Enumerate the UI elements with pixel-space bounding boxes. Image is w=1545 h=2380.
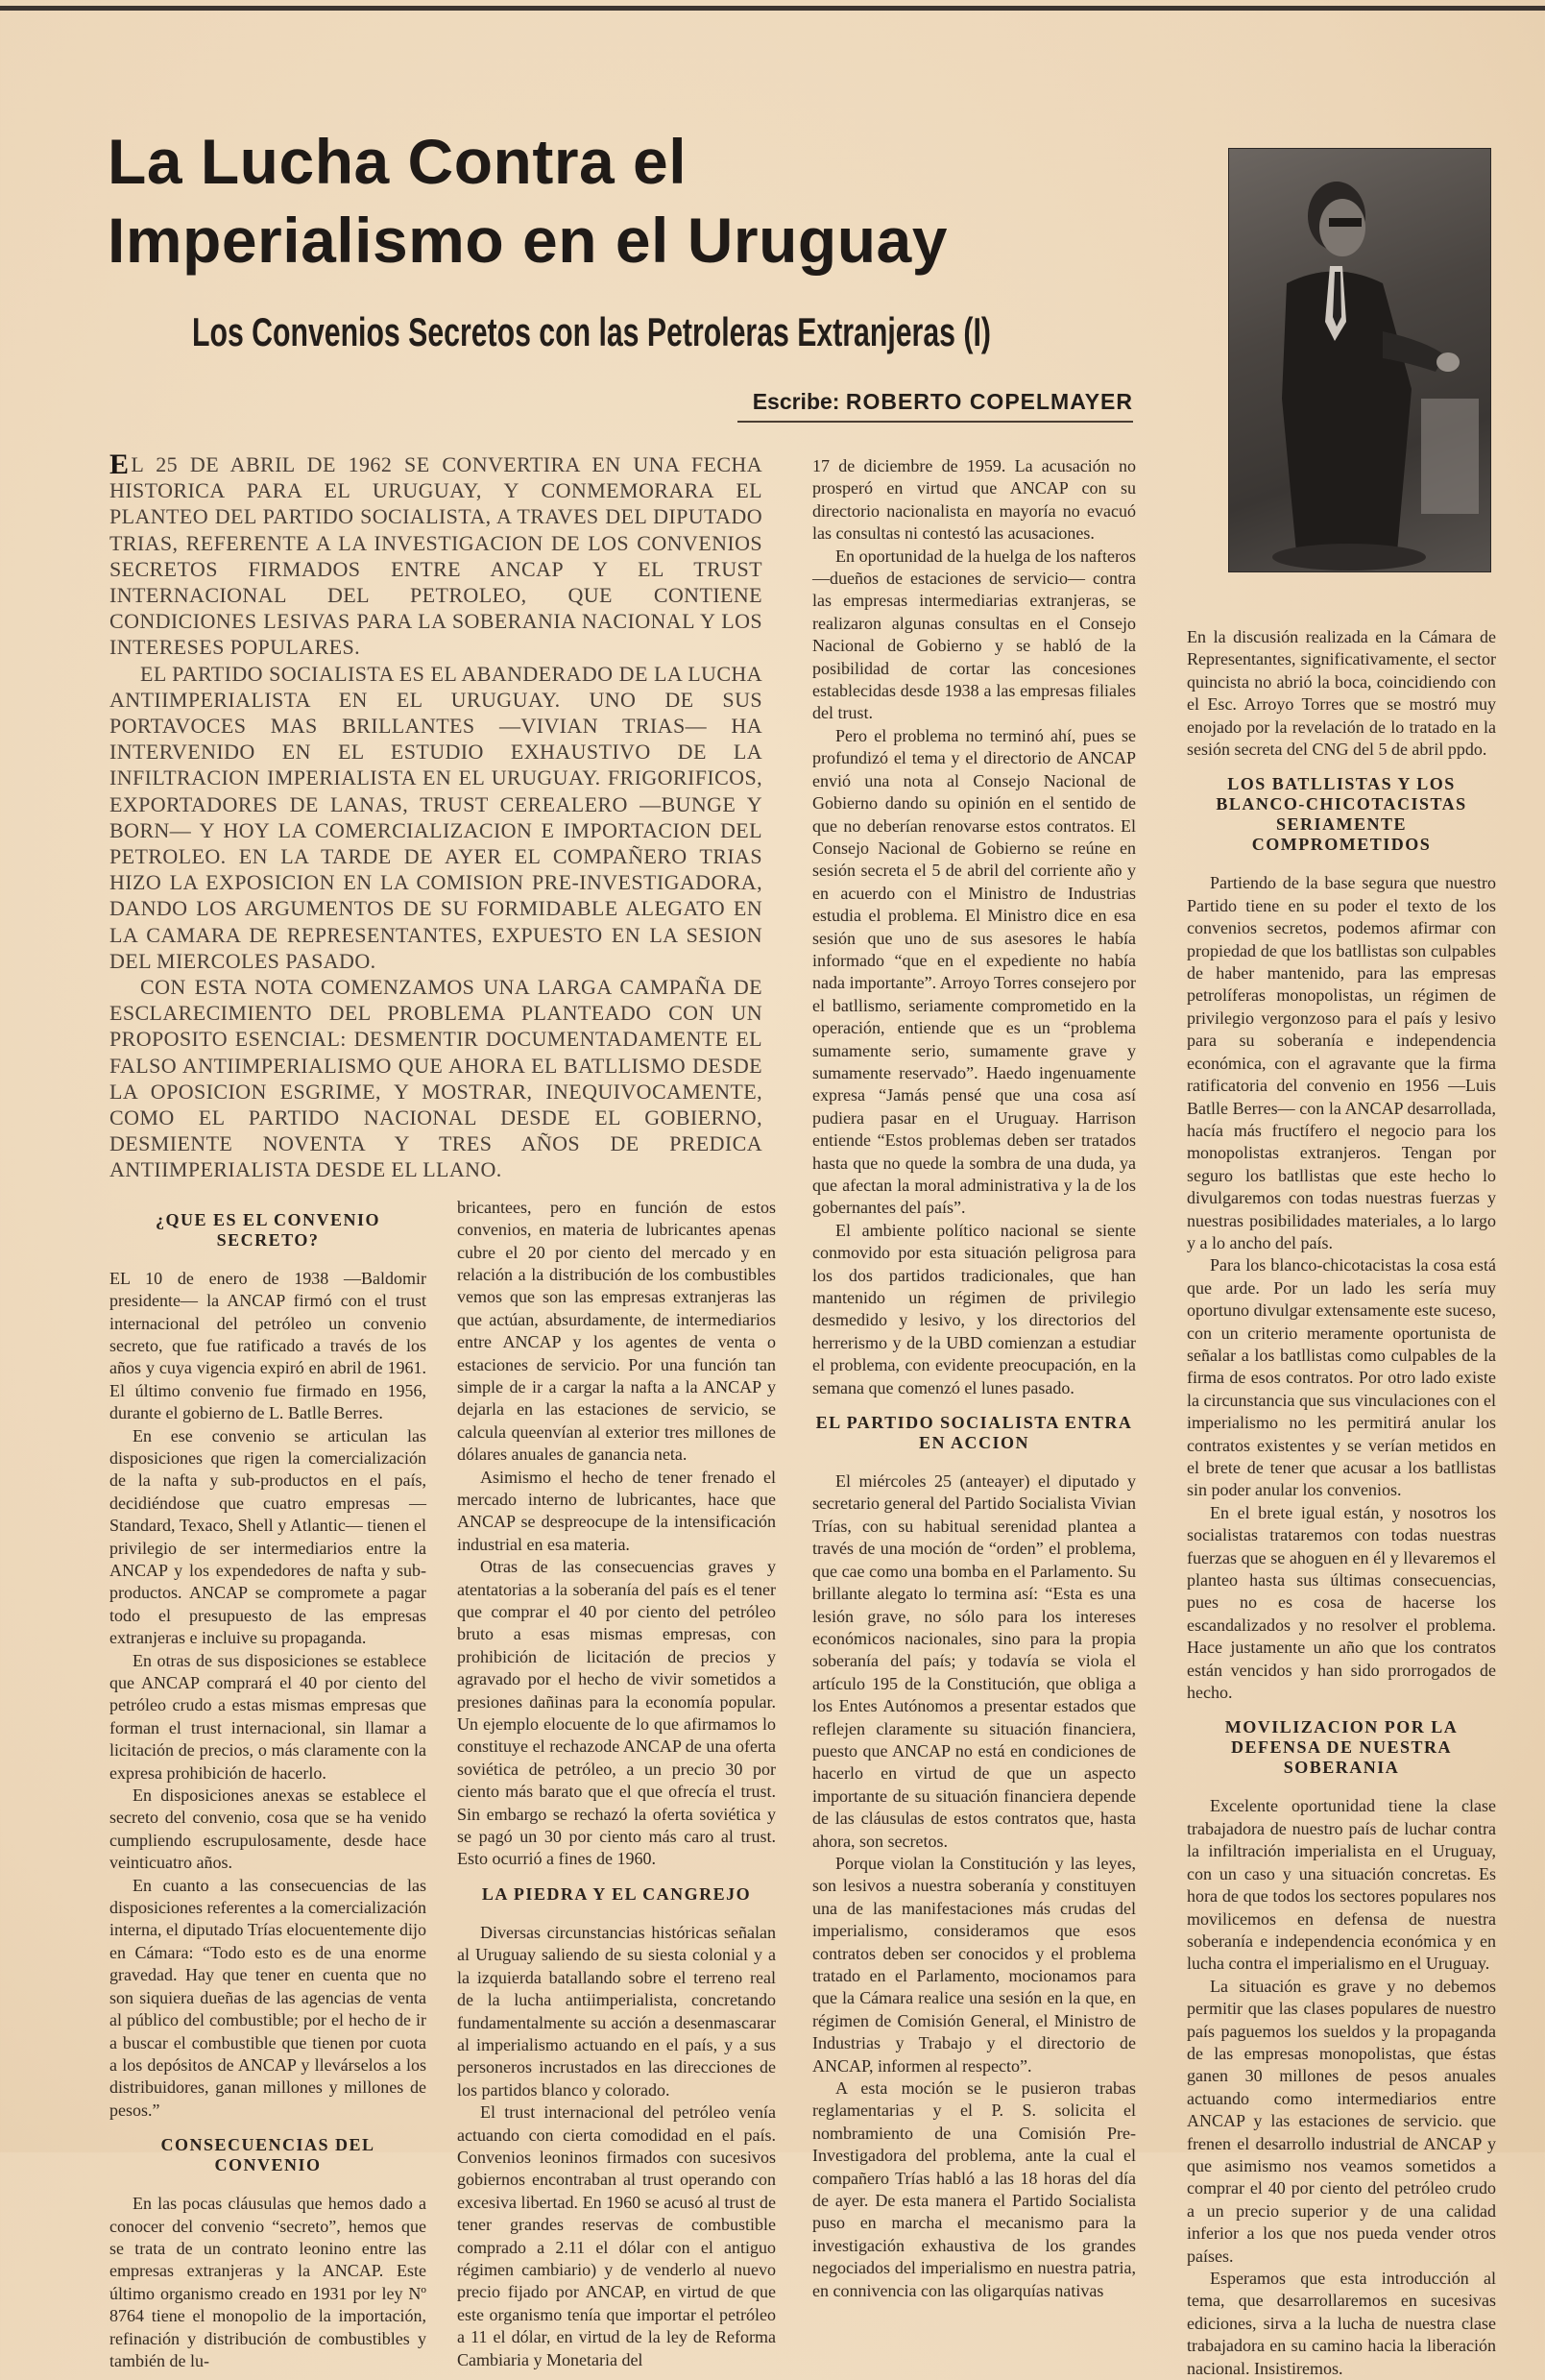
body-paragraph: En disposiciones anexas se establece el secreto del convenio, cosa que se ha venido cumpliendo escrupulosamente, desde hace veinticuatro años. bbox=[109, 1785, 426, 1873]
byline-label: Escribe: bbox=[752, 389, 840, 414]
subheadline: Los Convenios Secretos con las Petroleras Extranjeras (I) bbox=[192, 309, 991, 354]
byline bbox=[737, 388, 1133, 423]
body-paragraph: bricantees, pero en función de estos convenios, en materia de lubricantes apenas cubre el 20 por ciento del mercado y en relación a la distribución de los combustibles vemos que son las empresas extranjeras las que actúan, absurdamente, de intermediarios entre ANCAP y los agentes de venta o estaciones de servicio. Por una función tan simple de ir a cargar la nafta a la ANCAP y dejarla en las estaciones de servicio, se calcula queenvían al exterior tres millones de dólares anuales de ganancia neta. bbox=[457, 1197, 776, 1465]
intro-lead bbox=[109, 451, 762, 1183]
body-paragraph: En el brete igual están, y nosotros los socialistas trataremos con todas nuestras fuerzas que se ahoguen en él y llevaremos el planteo hasta sus últimas consecuencias, pues no es cosa de hacerse los escandalizados y no resolver el problema. Hace justamente un año que los contratos están vencidos y han sido prorrogados de hecho. bbox=[1187, 1502, 1496, 1703]
body-paragraph: Diversas circunstancias históricas señalan al Uruguay saliendo de su siesta colonial y a la izquierda batallando sobre el terreno real de la lucha antiimperialista, concretando fundamentalmente su acción a desenmascarar al imperialismo actuando en el país, y a sus personeros incrustados en las direcciones de los partidos blanco y colorado. bbox=[457, 1922, 776, 2100]
body-paragraph: Porque violan la Constitución y las leyes, son lesivos a nuestra soberanía y constituyen una de las manifestaciones más crudas del imperialismo, consideramos que esos contratos deben ser conocidos y el problema tratado en el Parlamento, mocionamos para que la Cámara realice una sesión en la que, en régimen de Comisión General, el Ministro de Industrias y Trabajo y el directorio de ANCAP, informen al respecto”. bbox=[812, 1853, 1136, 2076]
drop-cap: E bbox=[109, 449, 130, 480]
headline-line-2: Imperialismo en el Uruguay bbox=[108, 205, 948, 276]
body-paragraph: El ambiente político nacional se siente conmovido por esta situación peligrosa para los dos partidos tradicionales, que han mantenido un régimen de privilegio desmedido y lesivo, y los directorios del herrerismo y de la UBD comienzan a estudiar el problema, con evidente preocupación, en la semana que comenzó el lunes pasado. bbox=[812, 1220, 1136, 1397]
article-column-4 bbox=[1187, 626, 1496, 2380]
section-heading: CONSECUENCIAS DEL CONVENIO bbox=[160, 2135, 375, 2175]
body-paragraph: Otras de las consecuencias graves y atentatorias a la soberanía del país es el tener que comprar el 40 por ciento del petróleo bruto a esas mismas empresas, con prohibición de licitación de precios y agravado por el hecho de vivir sometidos a presiones dañinas para la economía popular. Un ejemplo elocuente de lo que afirmamos lo constituye el rechazode ANCAP de una oferta soviética de petróleo, a un precio 30 por ciento más barato que el que ofrecía el trust. Sin embargo se rechazó la oferta soviética y se pagó un 30 por ciento más caro al trust. Esto ocurrió a fines de 1960. bbox=[457, 1557, 776, 1869]
section-heading: LOS BATLLISTAS Y LOS BLANCO-CHICOTACISTAS SERIAMENTE COMPROMETIDOS bbox=[1216, 774, 1467, 855]
body-paragraph: Para los blanco-chicotacistas la cosa está que arde. Por un lado les sería muy oportuno divulgar extensamente este suceso, con un criterio meramente oportunista de señalar a los batllistas como culpables de la firma de esos contratos. Por otro lado existe la circunstancia que sus vinculaciones con el imperialismo no les permitirá anular los contratos existentes y se verían metidos en el brete de tener que acusar a los batllistas sin poder anular los convenios. bbox=[1187, 1255, 1496, 1500]
body-paragraph: Pero el problema no terminó ahí, pues se profundizó el tema y el directorio de ANCAP envió una nota al Consejo Nacional de Gobierno dando su opinión en el sentido de que no deberían renovarse estos contratos. El Consejo Nacional de Gobierno se reúne en sesión secreta el 5 de abril del corriente año y en acuerdo con el Ministro de Industrias estudia el problema. El Ministro dice en esa sesión que uno de sus asesores le había informado “que en el expediente no había nada importante”. Arroyo Torres consejero por el batllismo, seriamente comprometido en la operación, entiende que es un “problema sumamente serio, sumamente grave y sumamente reservado”. Haedo ingenuamente expresa “Jamás pensé que una cosa así pudiera pasar en el Uruguay. Harrison entiende “Estos problemas deben ser tratados hasta que no quede la sombra de una duda, ya que afectan la moral administrativa y la de los gobernantes del país”. bbox=[812, 725, 1136, 1218]
page-top-rule bbox=[0, 6, 1545, 11]
body-paragraph: Excelente oportunidad tiene la clase trabajadora de nuestro país de luchar contra la infiltración imperialista en el Uruguay, con un caso y una situación concretas. Es hora de que todos los sectores populares nos movilicemos en defensa de nuestra soberanía e independencia económica y en lucha contra el imperialismo en el Uruguay. bbox=[1187, 1796, 1496, 1974]
body-paragraph: Partiendo de la base segura que nuestro Partido tiene en su poder el texto de los convenios secretos, podemos afirmar con propiedad de que los batllistas son culpables de haber mantenido, para las empresas petrolíferas monopolistas, un régimen de privilegio vergonzoso para el país y lesivo para su soberanía e independencia económica, con el agravante que la firma ratificatoria del convenio en 1956 —Luis Batlle Berres— con la ANCAP desarrollada, hacía más fructífero el negocio para los monopolistas extranjeros. Tengan por seguro los batllistas que este hecho lo divulgaremos con todas nuestras fuerzas y nuestras posibilidades materiales, a lo largo y a lo ancho del país. bbox=[1187, 873, 1496, 1252]
body-paragraph: Esperamos que esta introducción al tema, que desarrollaremos en sucesivas ediciones, sirva a la lucha de nuestra clase trabajadora en su camino hacia la liberación nacional. Insistiremos. bbox=[1187, 2269, 1496, 2378]
article-column-2 bbox=[457, 1197, 776, 2371]
photo-caption: En la discusión realizada en la Cámara de Representantes, significativamente, el sector quincista no abrió la boca, coincidiendo con el Esc. Arroyo Torres que se mostró muy enojado por la revelación de lo tratado en la sesión secreta del CNG del 5 de abril ppdo. bbox=[1187, 627, 1496, 760]
lower-columns bbox=[109, 1197, 776, 2373]
man-portrait-image bbox=[1229, 149, 1490, 571]
article-column-3 bbox=[812, 455, 1136, 2302]
section-heading: ¿QUE ES EL CONVENIO SECRETO? bbox=[155, 1209, 381, 1250]
body-paragraph: A esta moción se le pusieron trabas reglamentarias y el P. S. solicita el nombramiento de una Comisión Pre-Investigadora del problema, ante la cual el compañero Trías habló a las 18 horas del día de ayer. De esta manera el Partido Socialista puso en marcha el mecanismo para la investigación exhaustiva de los grandes negociados del imperialismo en nuestra patria, en connivencia con las oligarquías nativas bbox=[812, 2078, 1136, 2300]
intro-paragraph-text: L 25 DE ABRIL DE 1962 SE CONVERTIRA EN UNA FECHA HISTORICA PARA EL URUGUAY, Y CONMEMORARA EL PLANTEO DEL PARTIDO SOCIALISTA, A TRAVES DEL DIPUTADO TRIAS, REFERENTE A LA INVESTIGACION DE LOS CONVENIOS SECRETOS FIRMADOS ENTRE ANCAP Y EL TRUST INTERNACIONAL DEL PETROLEO, QUE CONTIENE CONDICIONES LESIVAS PARA LA SOBERANIA NACIONAL Y LOS INTERESES POPULARES. bbox=[109, 452, 762, 660]
body-paragraph: En oportunidad de la huelga de los nafteros —dueños de estaciones de servicio— contra las empresas intermediarias extranjeras, se realizaron algunas consultas en el Consejo Nacional de Gobierno y se habló de la posibilidad de cortar las concesiones establecidas desde 1938 a las empresas filiales del trust. bbox=[812, 546, 1136, 723]
byline-author: ROBERTO COPELMAYER bbox=[845, 389, 1133, 414]
body-paragraph: Asimismo el hecho de tener frenado el mercado interno de lubricantes, hace que ANCAP se despreocupe de la intensificación industrial en esa materia. bbox=[457, 1467, 776, 1554]
body-paragraph: En cuanto a las consecuencias de las disposiciones referentes a la comercialización interna, el diputado Trías elocuentemente dijo en Cámara: “Todo esto es de una enorme gravedad. Hay que tener en cuenta que no son siquiera dueñas de las agencias de venta al público del combustible; por el hecho de ir a buscar el combustible que tienen por cuota a los depósitos de ANCAP y llevárselos a los distribuidores, ganan millones y millones de pesos.” bbox=[109, 1875, 426, 2120]
body-paragraph: El trust internacional del petróleo venía actuando con cierta comodidad en el país. Convenios leoninos firmados con sucesivos gobiernos encontraban al trust operando con excesiva libertad. En 1960 se acusó al trust de tener grandes reservas de combustible comprado a 2.11 el dólar con el antiguo régimen cambiario) y de venderlo al nuevo precio fijado por ANCAP, en virtud de que este organismo tenía que importar el petróleo a 11 el dólar, en virtud de la ley de Reforma Cambiaria y Monetaria del bbox=[457, 2102, 776, 2369]
section-heading: LA PIEDRA Y EL CANGREJO bbox=[481, 1883, 752, 1904]
body-paragraph: La situación es grave y no debemos permitir que las clases populares de nuestro país paguemos los sueldos y la propaganda de las empresas monopolistas, que éstas ganen 30 millones de pesos anuales actuando como intermediarios entre ANCAP y las estaciones de servicio. que frenen el desarrollo industrial de ANCAP y que asimismo nos veamos sometidos a comprar el 40 por ciento del petróleo crudo a un precio superior y de una calidad inferior a los que nos pueda vender otros países. bbox=[1187, 1976, 1496, 2266]
body-paragraph: EL 10 de enero de 1938 —Baldomir presidente— la ANCAP firmó con el trust internacional del petróleo un convenio secreto, que fue ratificado a través de los años y cuya vigencia expiró en abril de 1961. El último convenio fue firmado en 1956, durante el gobierno de L. Batlle Berres. bbox=[109, 1268, 426, 1423]
intro-paragraph: EL PARTIDO SOCIALISTA ES EL ABANDERADO DE LA LUCHA ANTIIMPERIALISTA EN EL URUGUAY. UNO DE SUS PORTAVOCES MAS BRILLANTES —VIVIAN TRIAS— HA INTERVENIDO EN EL ESTUDIO EXHAUSTIVO DE LA INFILTRACION IMPERIALISTA EN EL URUGUAY. FRIGORIFICOS, EXPORTADORES DE LANAS, TRUST CEREALERO —BUNGE Y BORN— Y HOY LA COMERCIALIZACION E IMPORTACION DEL PETROLEO. EN LA TARDE DE AYER EL COMPAÑERO TRIAS HIZO LA EXPOSICION EN LA COMISION PRE-INVESTIGADORA, DANDO LOS ARGUMENTOS DE SU FORMIDABLE ALEGATO EN LA CAMARA DE REPRESENTANTES, EXPUESTO EN LA SESION DEL MIERCOLES PASADO. bbox=[109, 661, 762, 973]
intro-paragraph bbox=[109, 451, 762, 661]
author-photo bbox=[1228, 148, 1491, 572]
left-block bbox=[109, 451, 776, 2372]
body-paragraph: En ese convenio se articulan las disposiciones que rigen la comercialización de la nafta y sub-productos en el país, decidiéndose que cuatro empresas —Standard, Texaco, Shell y Atlantic— tienen el privilegio de ser intermediarios entre la ANCAP y los expendedores de nafta y sub-productos. ANCAP se compromete a pagar todo el presupuesto de las empresas extranjeras e incluive su propaganda. bbox=[109, 1425, 426, 1648]
body-paragraph: En otras de sus disposiciones se establece que ANCAP comprará el 40 por ciento del petróleo crudo a estas mismas empresas que forman el trust internacional, sin llamar a licitación de precios, o más claramente con la expresa prohibición de hacerlo. bbox=[109, 1650, 426, 1783]
headline-line-1: La Lucha Contra el bbox=[108, 126, 688, 197]
body-paragraph: En las pocas cláusulas que hemos dado a conocer del convenio “secreto”, hemos que se trata de un contrato leonino entre las empresas extranjeras y la ANCAP. Este último organismo creado en 1931 por ley Nº 8764 tiene el monopolio de la importación, refinación y distribución de combustibles y también de lu- bbox=[109, 2194, 426, 2370]
section-heading: EL PARTIDO SOCIALISTA ENTRA EN ACCION bbox=[815, 1413, 1133, 1453]
article-column-1 bbox=[109, 1197, 426, 2373]
section-heading: MOVILIZACION POR LA DEFENSA DE NUESTRA SOBERANIA bbox=[1224, 1717, 1459, 1778]
body-paragraph: 17 de diciembre de 1959. La acusación no prosperó en virtud que ANCAP con su directorio nacionalista en mayoría no evacuó las consultas ni contestó las acusaciones. bbox=[812, 456, 1136, 544]
intro-paragraph: CON ESTA NOTA COMENZAMOS UNA LARGA CAMPAÑA DE ESCLARECIMIENTO DEL PROBLEMA PLANTEADO CON UN PROPOSITO ESENCIAL: DESMENTIR DOCUMENTADAMENTE EL FALSO ANTIIMPERIALISMO QUE AHORA EL BATLLISMO DESDE LA OPOSICION ESGRIME, Y MOSTRAR, INEQUIVOCAMENTE, COMO EL PARTIDO NACIONAL DESDE EL GOBIERNO, DESMIENTE NOVENTA Y TRES AÑOS DE PREDICA ANTIIMPERIALISTA DESDE EL LLANO. bbox=[109, 975, 762, 1182]
body-paragraph: El miércoles 25 (anteayer) el diputado y secretario general del Partido Socialista Vivian Trías, con su habitual serenidad plantea a través de una moción de “orden” el problema, que cae como una bomba en el Parlamento. Su brillante alegato lo termina así: “Esta es una lesión grave, no sólo para los intereses económicos nacionales, sino para la propia soberanía del país; y todavía se viola el artículo 195 de la Constitución, que obliga a los Entes Autónomos a presentar estados que reflejen claramente su situación financiera, puesto que ANCAP no está en condiciones de hacerlo en virtud de que un aspecto importante de su situación financiera depende de las cláusulas de estos contratos que, hasta ahora, son secretos. bbox=[812, 1471, 1136, 1851]
